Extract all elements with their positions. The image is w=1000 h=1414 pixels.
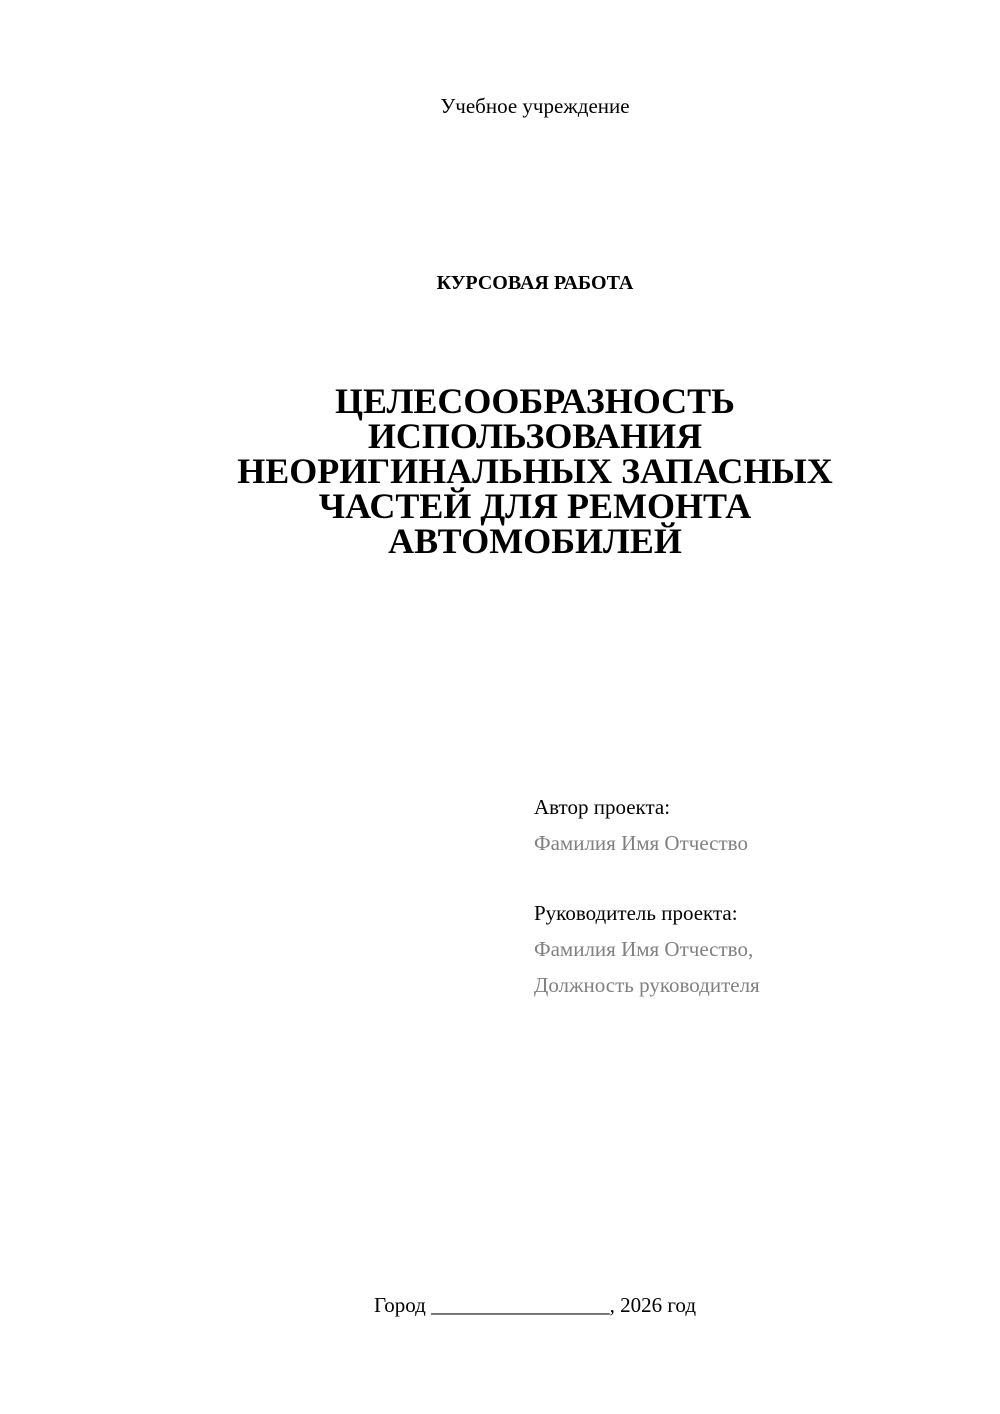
institution-name: Учебное учреждение	[440, 94, 630, 118]
supervisor-name-placeholder: Фамилия Имя Отчество,	[534, 937, 754, 961]
spacer	[534, 861, 974, 895]
work-title-line: ЦЕЛЕСООБРАЗНОСТЬ	[335, 381, 735, 421]
work-title-line: НЕОРИГИНАЛЬНЫХ ЗАПАСНЫХ	[237, 451, 833, 491]
authors-block	[534, 789, 974, 1003]
author-name-placeholder: Фамилия Имя Отчество	[534, 831, 748, 855]
work-title-line: АВТОМОБИЛЕЙ	[388, 521, 682, 561]
work-title-line: ИСПОЛЬЗОВАНИЯ	[367, 416, 703, 456]
supervisor-label: Руководитель проекта:	[534, 901, 738, 925]
author-label: Автор проекта:	[534, 795, 671, 819]
work-type-heading: КУРСОВАЯ РАБОТА	[436, 272, 634, 294]
work-title-line: ЧАСТЕЙ ДЛЯ РЕМОНТА	[318, 486, 752, 526]
city-year-line: Город _________________, 2026 год	[373, 1293, 697, 1317]
work-title	[150, 381, 920, 561]
supervisor-position-placeholder: Должность руководителя	[534, 973, 760, 997]
